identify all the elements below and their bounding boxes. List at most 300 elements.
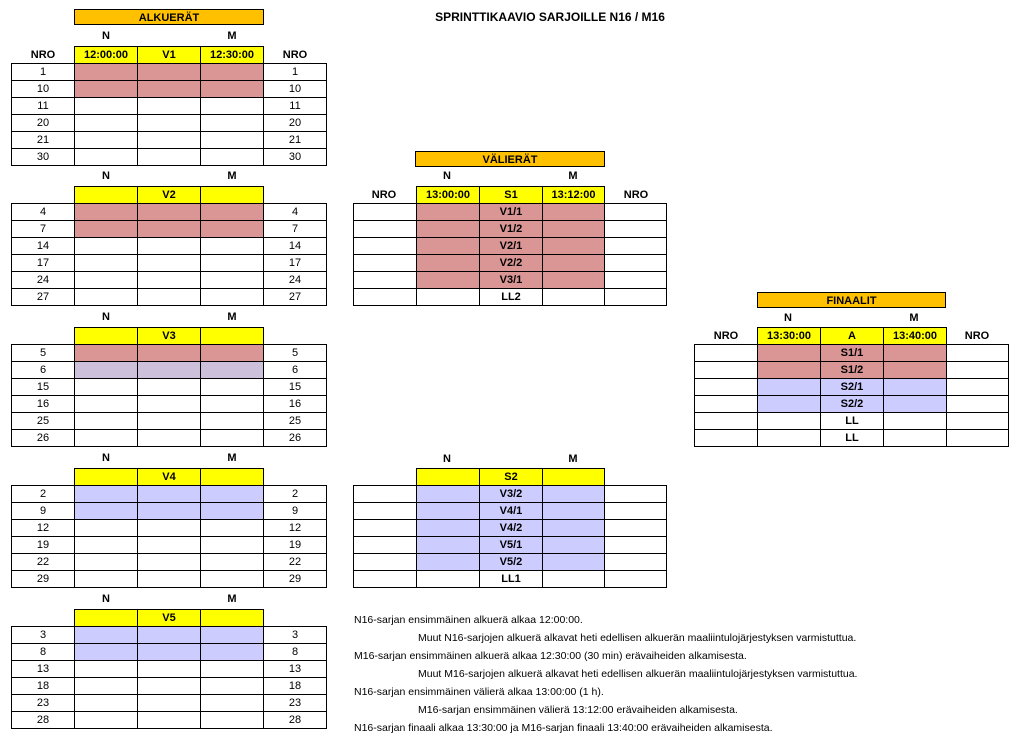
- note-line: M16-sarjan ensimmäinen alkuerä alkaa 12:30:00 (30 min) erävaiheiden alkamisesta.: [354, 650, 747, 662]
- s1-nro-cell: [354, 238, 417, 255]
- finaalit-n-label: N: [784, 312, 792, 324]
- row-nro: 21: [264, 132, 327, 149]
- s1-qualifier-cell: V2/1: [480, 238, 543, 255]
- row-nro: 9: [264, 503, 327, 520]
- table-row: [12, 503, 327, 520]
- row-nro: 5: [12, 345, 75, 362]
- valierat-nro-left: NRO: [371, 189, 397, 201]
- row-nro: 30: [264, 149, 327, 166]
- finaalit-qualifier-cell: S1/2: [821, 362, 884, 379]
- s1-m-time: 13:12:00: [543, 187, 605, 204]
- s2-label: S2: [480, 469, 543, 486]
- finaalit-lane-cell: [884, 345, 947, 362]
- table-row: [354, 204, 667, 221]
- row-nro: 18: [12, 678, 75, 695]
- table-row: [12, 221, 327, 238]
- table-row: [354, 238, 667, 255]
- finaalit-nro-cell: [695, 345, 758, 362]
- table-row: [12, 644, 327, 661]
- heat-2-n-label: N: [102, 170, 110, 182]
- finaalit-nro-cell: [947, 413, 1009, 430]
- finaalit-nro-cell: [947, 430, 1009, 447]
- table-row: [12, 554, 327, 571]
- finaalit-label: A: [821, 328, 884, 345]
- lane-cell: [201, 362, 264, 379]
- lane-cell: [201, 64, 264, 81]
- table-row: [12, 98, 327, 115]
- heat-3-header-cell: V3: [138, 328, 201, 345]
- s1-nro-cell: [354, 289, 417, 306]
- finaalit-nro-right: NRO: [964, 330, 990, 342]
- lane-cell: [138, 678, 201, 695]
- row-nro: 13: [12, 661, 75, 678]
- s2-n-label: N: [443, 453, 451, 465]
- table-row: [354, 486, 667, 503]
- s2-nro-cell: [605, 571, 667, 588]
- table-row: [12, 627, 327, 644]
- finaalit-lane-cell: [884, 413, 947, 430]
- notes-section: [354, 611, 857, 737]
- lane-cell: [75, 430, 138, 447]
- s2-nro-cell: [354, 520, 417, 537]
- heat-4-header-cell: [75, 469, 138, 486]
- heat-4-header-cell: V4: [138, 469, 201, 486]
- row-nro: 25: [264, 413, 327, 430]
- heat-5-header-cell: V5: [138, 610, 201, 627]
- lane-cell: [201, 520, 264, 537]
- table-row: [12, 520, 327, 537]
- s2-spacer-left: [354, 469, 417, 486]
- table-row: [12, 712, 327, 729]
- page-title: SPRINTTIKAAVIO SARJOILLE N16 / M16: [435, 10, 665, 24]
- s2-lane-cell: [417, 571, 480, 588]
- row-nro: 2: [264, 486, 327, 503]
- s2-n-head: [417, 469, 480, 486]
- row-nro: 1: [264, 64, 327, 81]
- lane-cell: [138, 644, 201, 661]
- row-nro: 5: [264, 345, 327, 362]
- row-nro: 21: [12, 132, 75, 149]
- heat-4-header-cell: [201, 469, 264, 486]
- heat-5-header-cell: [201, 610, 264, 627]
- s1-lane-cell: [417, 255, 480, 272]
- table-row: [354, 221, 667, 238]
- s1-nro-cell: [605, 204, 667, 221]
- row-nro: 10: [264, 81, 327, 98]
- heat-4-table: [11, 468, 327, 588]
- finaalit-lane-cell: [884, 362, 947, 379]
- table-row: [695, 345, 1009, 362]
- lane-cell: [75, 571, 138, 588]
- s1-lane-cell: [417, 272, 480, 289]
- lane-cell: [138, 132, 201, 149]
- table-row: [12, 64, 327, 81]
- row-nro: 23: [264, 695, 327, 712]
- lane-cell: [75, 149, 138, 166]
- s1-nro-spacer-right: [605, 187, 667, 204]
- finaalit-n-time: 13:30:00: [758, 328, 821, 345]
- lane-cell: [201, 503, 264, 520]
- valierat-m-label: M: [568, 170, 578, 182]
- lane-cell: [138, 81, 201, 98]
- lane-cell: [75, 554, 138, 571]
- lane-cell: [201, 712, 264, 729]
- lane-cell: [138, 712, 201, 729]
- row-nro: 11: [264, 98, 327, 115]
- valierat-title: VÄLIERÄT: [415, 151, 605, 167]
- row-nro: 9: [12, 503, 75, 520]
- heat-3-table: [11, 327, 327, 447]
- table-row: [12, 149, 327, 166]
- lane-cell: [75, 345, 138, 362]
- s2-nro-cell: [354, 503, 417, 520]
- s2-qualifier-cell: V5/2: [480, 554, 543, 571]
- lane-cell: [138, 627, 201, 644]
- lane-cell: [201, 115, 264, 132]
- table-row: [12, 430, 327, 447]
- finaalit-title: FINAALIT: [757, 292, 946, 308]
- lane-cell: [75, 661, 138, 678]
- lane-cell: [201, 98, 264, 115]
- row-nro: 2: [12, 486, 75, 503]
- table-row: [12, 413, 327, 430]
- finaalit-lane-cell: [758, 430, 821, 447]
- lane-cell: [201, 149, 264, 166]
- table-row: [354, 255, 667, 272]
- lane-cell: [138, 255, 201, 272]
- lane-cell: [75, 695, 138, 712]
- row-nro: 10: [12, 81, 75, 98]
- heat-2-header-cell: [264, 187, 327, 204]
- lane-cell: [138, 554, 201, 571]
- row-nro: 15: [264, 379, 327, 396]
- s2-nro-cell: [605, 486, 667, 503]
- row-nro: 24: [12, 272, 75, 289]
- heat-5-m-label: M: [227, 593, 237, 605]
- row-nro: 28: [12, 712, 75, 729]
- s2-spacer-right: [605, 469, 667, 486]
- heat-4-m-label: M: [227, 452, 237, 464]
- row-nro: 17: [12, 255, 75, 272]
- row-nro: 17: [264, 255, 327, 272]
- row-nro: 22: [264, 554, 327, 571]
- lane-cell: [75, 255, 138, 272]
- heat-5-header-cell: [264, 610, 327, 627]
- finaalit-qualifier-cell: LL: [821, 430, 884, 447]
- lane-cell: [75, 644, 138, 661]
- table-row: [12, 204, 327, 221]
- table-row: [12, 678, 327, 695]
- s2-lane-cell: [543, 486, 605, 503]
- finaalit-nro-cell: [947, 362, 1009, 379]
- note-line: N16-sarjan ensimmäinen välierä alkaa 13:00:00 (1 h).: [354, 686, 604, 698]
- lane-cell: [75, 81, 138, 98]
- lane-cell: [138, 345, 201, 362]
- finaalit-table: [694, 327, 1009, 447]
- row-nro: 18: [264, 678, 327, 695]
- lane-cell: [201, 537, 264, 554]
- heat-1-table: [11, 46, 327, 166]
- s1-lane-cell: [543, 255, 605, 272]
- lane-cell: [138, 362, 201, 379]
- s1-lane-cell: [417, 221, 480, 238]
- finaalit-lane-cell: [758, 413, 821, 430]
- s1-qualifier-cell: V1/1: [480, 204, 543, 221]
- lane-cell: [75, 396, 138, 413]
- row-nro: 4: [264, 204, 327, 221]
- lane-cell: [75, 678, 138, 695]
- lane-cell: [201, 289, 264, 306]
- s1-nro-cell: [354, 221, 417, 238]
- row-nro: 24: [264, 272, 327, 289]
- heat-2-header-cell: [201, 187, 264, 204]
- row-nro: 12: [12, 520, 75, 537]
- heat-3-header-cell: [264, 328, 327, 345]
- row-nro: 6: [264, 362, 327, 379]
- table-row: [12, 486, 327, 503]
- lane-cell: [138, 520, 201, 537]
- row-nro: 12: [264, 520, 327, 537]
- lane-cell: [138, 115, 201, 132]
- row-nro: 6: [12, 362, 75, 379]
- s1-table: [353, 186, 667, 306]
- lane-cell: [138, 413, 201, 430]
- heat-1-header-cell: V1: [138, 47, 201, 64]
- row-nro: 16: [12, 396, 75, 413]
- s2-m-head: [543, 469, 605, 486]
- lane-cell: [201, 132, 264, 149]
- lane-cell: [138, 98, 201, 115]
- row-nro: 8: [264, 644, 327, 661]
- alkuerat-nro-right: NRO: [282, 49, 308, 61]
- table-row: [695, 379, 1009, 396]
- row-nro: 14: [264, 238, 327, 255]
- table-row: [12, 396, 327, 413]
- s1-nro-cell: [354, 272, 417, 289]
- s1-label: S1: [480, 187, 543, 204]
- s2-qualifier-cell: LL1: [480, 571, 543, 588]
- table-row: [695, 430, 1009, 447]
- table-row: [12, 132, 327, 149]
- lane-cell: [201, 554, 264, 571]
- s2-lane-cell: [417, 537, 480, 554]
- lane-cell: [201, 238, 264, 255]
- row-nro: 8: [12, 644, 75, 661]
- row-nro: 19: [264, 537, 327, 554]
- lane-cell: [75, 537, 138, 554]
- finaalit-nro-cell: [695, 362, 758, 379]
- finaalit-qualifier-cell: S1/1: [821, 345, 884, 362]
- s2-lane-cell: [543, 520, 605, 537]
- s2-lane-cell: [417, 503, 480, 520]
- finaalit-qualifier-cell: S2/2: [821, 396, 884, 413]
- lane-cell: [201, 81, 264, 98]
- note-line: Muut M16-sarjojen alkuerä alkavat heti edellisen alkuerän maaliintulojärjestyksen varmistuttua.: [418, 668, 858, 680]
- s2-lane-cell: [417, 486, 480, 503]
- table-row: [354, 571, 667, 588]
- s1-lane-cell: [543, 221, 605, 238]
- s1-nro-cell: [605, 238, 667, 255]
- finaalit-qualifier-cell: S2/1: [821, 379, 884, 396]
- row-nro: 7: [264, 221, 327, 238]
- table-row: [354, 554, 667, 571]
- s1-lane-cell: [417, 204, 480, 221]
- lane-cell: [138, 661, 201, 678]
- table-row: [695, 396, 1009, 413]
- lane-cell: [138, 289, 201, 306]
- s1-nro-cell: [605, 255, 667, 272]
- s2-nro-cell: [605, 537, 667, 554]
- finaalit-lane-cell: [758, 379, 821, 396]
- row-nro: 4: [12, 204, 75, 221]
- heat-4-header-cell: [12, 469, 75, 486]
- s1-qualifier-cell: LL2: [480, 289, 543, 306]
- valierat-n-label: N: [443, 170, 451, 182]
- finaalit-m-label: M: [909, 312, 919, 324]
- row-nro: 28: [264, 712, 327, 729]
- table-row: [354, 537, 667, 554]
- s1-lane-cell: [543, 289, 605, 306]
- lane-cell: [138, 149, 201, 166]
- heat-3-header-cell: [201, 328, 264, 345]
- row-nro: 20: [12, 115, 75, 132]
- finaalit-nro-cell: [947, 396, 1009, 413]
- lane-cell: [75, 204, 138, 221]
- s2-lane-cell: [417, 520, 480, 537]
- lane-cell: [75, 413, 138, 430]
- lane-cell: [138, 537, 201, 554]
- row-nro: 30: [12, 149, 75, 166]
- finaalit-nro-left: NRO: [713, 330, 739, 342]
- table-row: [695, 413, 1009, 430]
- lane-cell: [201, 413, 264, 430]
- lane-cell: [201, 272, 264, 289]
- table-row: [12, 379, 327, 396]
- s1-nro-cell: [605, 289, 667, 306]
- lane-cell: [201, 695, 264, 712]
- lane-cell: [75, 64, 138, 81]
- row-nro: 23: [12, 695, 75, 712]
- fin-spacer-right: [947, 328, 1009, 345]
- table-row: [354, 272, 667, 289]
- heat-3-m-label: M: [227, 311, 237, 323]
- finaalit-nro-cell: [695, 379, 758, 396]
- lane-cell: [138, 396, 201, 413]
- lane-cell: [138, 64, 201, 81]
- alkuerat-nro-left: NRO: [30, 49, 56, 61]
- lane-cell: [75, 503, 138, 520]
- row-nro: 13: [264, 661, 327, 678]
- table-row: [12, 695, 327, 712]
- lane-cell: [75, 362, 138, 379]
- row-nro: 3: [12, 627, 75, 644]
- finaalit-lane-cell: [884, 430, 947, 447]
- s2-nro-cell: [354, 571, 417, 588]
- s1-lane-cell: [543, 272, 605, 289]
- lane-cell: [138, 571, 201, 588]
- heat-4-header-cell: [264, 469, 327, 486]
- heat-2-table: [11, 186, 327, 306]
- s2-nro-cell: [605, 554, 667, 571]
- s1-nro-cell: [354, 204, 417, 221]
- finaalit-lane-cell: [884, 396, 947, 413]
- heat-5-header-cell: [12, 610, 75, 627]
- heat-1-header-cell: 12:30:00: [201, 47, 264, 64]
- table-row: [354, 503, 667, 520]
- s2-table: [353, 468, 667, 588]
- lane-cell: [201, 221, 264, 238]
- heat-3-n-label: N: [102, 311, 110, 323]
- row-nro: 26: [264, 430, 327, 447]
- lane-cell: [75, 520, 138, 537]
- table-row: [12, 362, 327, 379]
- lane-cell: [201, 430, 264, 447]
- lane-cell: [138, 486, 201, 503]
- row-nro: 11: [12, 98, 75, 115]
- row-nro: 20: [264, 115, 327, 132]
- row-nro: 3: [264, 627, 327, 644]
- finaalit-lane-cell: [758, 362, 821, 379]
- heat-3-header-cell: [75, 328, 138, 345]
- s2-lane-cell: [543, 503, 605, 520]
- table-row: [12, 537, 327, 554]
- row-nro: 22: [12, 554, 75, 571]
- s1-nro-spacer: [354, 187, 417, 204]
- lane-cell: [201, 571, 264, 588]
- lane-cell: [75, 238, 138, 255]
- lane-cell: [138, 221, 201, 238]
- s2-qualifier-cell: V4/2: [480, 520, 543, 537]
- heat-1-m-label: M: [227, 30, 237, 42]
- s2-m-label: M: [568, 453, 578, 465]
- finaalit-nro-cell: [947, 379, 1009, 396]
- lane-cell: [75, 289, 138, 306]
- heat-4-n-label: N: [102, 452, 110, 464]
- heat-1-header-cell: [12, 47, 75, 64]
- lane-cell: [201, 204, 264, 221]
- note-line: M16-sarjan ensimmäinen välierä 13:12:00 erävaiheiden alkamisesta.: [418, 704, 738, 716]
- lane-cell: [75, 221, 138, 238]
- note-line: N16-sarjan ensimmäinen alkuerä alkaa 12:00:00.: [354, 614, 583, 626]
- valierat-nro-right: NRO: [623, 189, 649, 201]
- heat-5-table: [11, 609, 327, 729]
- s2-qualifier-cell: V4/1: [480, 503, 543, 520]
- lane-cell: [75, 115, 138, 132]
- lane-cell: [201, 644, 264, 661]
- lane-cell: [75, 272, 138, 289]
- lane-cell: [138, 503, 201, 520]
- s2-lane-cell: [543, 537, 605, 554]
- lane-cell: [75, 712, 138, 729]
- note-line: Muut N16-sarjojen alkuerä alkavat heti edellisen alkuerän maaliintulojärjestyksen varmistuttua.: [418, 632, 857, 644]
- s2-nro-cell: [354, 554, 417, 571]
- s2-nro-cell: [354, 486, 417, 503]
- heat-2-header-cell: [12, 187, 75, 204]
- s2-lane-cell: [543, 571, 605, 588]
- lane-cell: [75, 379, 138, 396]
- lane-cell: [201, 678, 264, 695]
- s1-qualifier-cell: V2/2: [480, 255, 543, 272]
- heat-3-header-cell: [12, 328, 75, 345]
- table-row: [12, 571, 327, 588]
- row-nro: 27: [12, 289, 75, 306]
- heat-1-header-cell: [264, 47, 327, 64]
- lane-cell: [201, 379, 264, 396]
- s2-nro-cell: [354, 537, 417, 554]
- s1-lane-cell: [417, 238, 480, 255]
- table-row: [695, 362, 1009, 379]
- heat-5-header-cell: [75, 610, 138, 627]
